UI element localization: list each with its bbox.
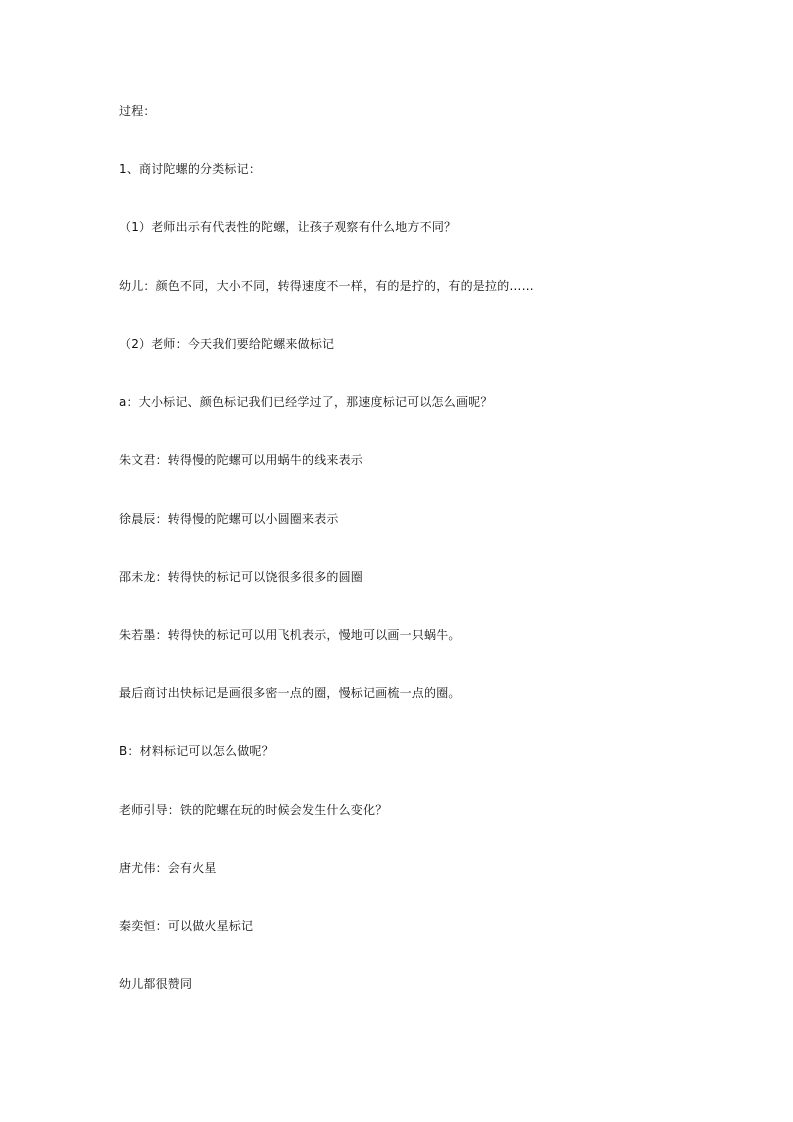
paragraph-teacher-guidance: 老师引导：铁的陀螺在玩的时候会发生什么变化？ (119, 803, 388, 817)
paragraph-teacher-marking: （2）老师：今天我们要给陀螺来做标记 (119, 337, 335, 351)
paragraph-zhu-wenjun: 朱文君：转得慢的陀螺可以用蜗牛的线来表示 (119, 453, 364, 467)
paragraph-children-agree: 幼儿都很赞同 (119, 977, 193, 991)
paragraph-shao-weilong: 邵未龙：转得快的标记可以饶很多很多的圆圈 (119, 570, 364, 584)
paragraph-tang-youwei: 唐尤伟：会有火星 (119, 861, 217, 875)
paragraph-teacher-shows-tops: （1）老师出示有代表性的陀螺，让孩子观察有什么地方不同？ (119, 220, 457, 234)
paragraph-xu-chenchen: 徐晨辰：转得慢的陀螺可以小圆圈来表示 (119, 512, 339, 526)
paragraph-conclusion: 最后商讨出快标记是画很多密一点的圈，慢标记画梳一点的圈。 (119, 686, 461, 700)
numbered-heading-1: 1、商讨陀螺的分类标记： (119, 162, 262, 176)
paragraph-material-marking-question: B：材料标记可以怎么做呢？ (119, 744, 274, 758)
paragraph-qin-yiheng: 秦奕恒：可以做火星标记 (119, 919, 254, 933)
paragraph-zhu-ruomo: 朱若墨：转得快的标记可以用飞机表示，慢地可以画一只蜗牛。 (119, 628, 461, 642)
paragraph-speed-marking-question: a：大小标记、颜色标记我们已经学过了，那速度标记可以怎么画呢？ (119, 395, 493, 409)
paragraph-children-answer: 幼儿：颜色不同，大小不同，转得速度不一样，有的是拧的，有的是拉的…… (119, 279, 534, 293)
section-heading-process: 过程： (119, 104, 156, 118)
